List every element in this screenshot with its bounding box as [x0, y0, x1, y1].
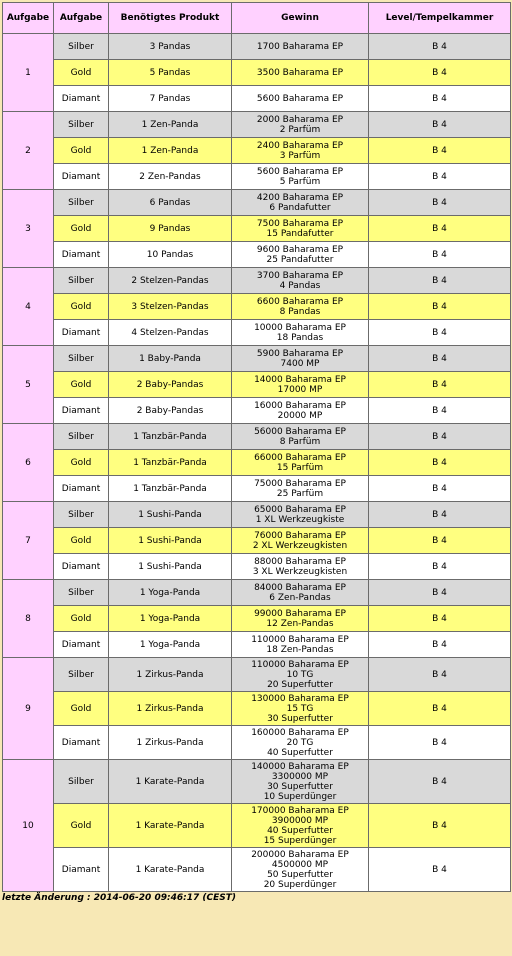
reward-cell [232, 632, 369, 658]
reward-line: 110000 Baharama EP [251, 634, 349, 645]
level-cell: B 4 [369, 346, 511, 372]
reward-line: 65000 Baharama EP [254, 504, 346, 515]
table-row [3, 398, 511, 424]
reward-cell [232, 502, 369, 528]
reward-line: 15 TG [286, 703, 314, 714]
table-row [3, 424, 511, 450]
tier-cell: Gold [54, 138, 109, 164]
reward-line: 2000 Baharama EP [256, 114, 344, 125]
reward-cell [232, 606, 369, 632]
reward-line: 30 Superfutter [267, 781, 333, 792]
reward-line: 1700 Baharama EP [256, 41, 344, 52]
level-cell: B 4 [369, 848, 511, 892]
reward-line: 7400 MP [280, 358, 320, 369]
table-row [3, 580, 511, 606]
reward-line: 2400 Baharama EP [256, 140, 344, 151]
task-number: 4 [3, 268, 54, 346]
product-cell: 7 Pandas [109, 86, 232, 112]
reward-line: 20000 MP [277, 410, 323, 421]
tier-cell: Diamant [54, 398, 109, 424]
reward-cell [232, 692, 369, 726]
reward-line: 20 TG [286, 737, 314, 748]
reward-line: 9600 Baharama EP [256, 244, 344, 255]
product-cell: 1 Tanzbär-Panda [109, 476, 232, 502]
product-cell: 2 Baby-Pandas [109, 372, 232, 398]
reward-cell [232, 580, 369, 606]
tier-cell: Gold [54, 804, 109, 848]
reward-cell [232, 528, 369, 554]
tier-cell: Gold [54, 60, 109, 86]
reward-cell [232, 86, 369, 112]
level-cell: B 4 [369, 242, 511, 268]
tier-cell: Silber [54, 760, 109, 804]
tier-cell: Silber [54, 112, 109, 138]
product-cell: 1 Baby-Panda [109, 346, 232, 372]
level-cell: B 4 [369, 760, 511, 804]
table-row [3, 804, 511, 848]
level-cell: B 4 [369, 450, 511, 476]
level-cell: B 4 [369, 692, 511, 726]
reward-line: 140000 Baharama EP [251, 761, 349, 772]
reward-line: 15 Superdünger [263, 835, 337, 846]
reward-cell [232, 398, 369, 424]
reward-line: 3300000 MP [271, 771, 329, 782]
product-cell: 1 Zirkus-Panda [109, 692, 232, 726]
tier-cell: Gold [54, 692, 109, 726]
table-row [3, 138, 511, 164]
reward-cell [232, 34, 369, 60]
reward-line: 3500 Baharama EP [256, 67, 344, 78]
header-aufgabe-tier: Aufgabe [54, 3, 109, 34]
level-cell: B 4 [369, 372, 511, 398]
level-cell: B 4 [369, 726, 511, 760]
reward-line: 3 XL Werkzeugkisten [252, 566, 348, 577]
table-row [3, 554, 511, 580]
table-row [3, 726, 511, 760]
product-cell: 5 Pandas [109, 60, 232, 86]
level-cell: B 4 [369, 164, 511, 190]
reward-line: 50 Superfutter [267, 869, 333, 880]
task-number: 7 [3, 502, 54, 580]
level-cell: B 4 [369, 658, 511, 692]
reward-line: 3900000 MP [271, 815, 329, 826]
reward-cell [232, 294, 369, 320]
tier-cell: Diamant [54, 554, 109, 580]
product-cell: 1 Sushi-Panda [109, 528, 232, 554]
reward-line: 99000 Baharama EP [254, 608, 346, 619]
reward-cell [232, 450, 369, 476]
table-body [3, 34, 511, 892]
table-row [3, 164, 511, 190]
level-cell: B 4 [369, 190, 511, 216]
reward-cell [232, 216, 369, 242]
product-cell: 1 Yoga-Panda [109, 606, 232, 632]
product-cell: 1 Zen-Panda [109, 112, 232, 138]
product-cell: 2 Zen-Pandas [109, 164, 232, 190]
task-number: 10 [3, 760, 54, 892]
reward-line: 20 Superdünger [263, 879, 337, 890]
tier-cell: Silber [54, 346, 109, 372]
product-cell: 2 Stelzen-Pandas [109, 268, 232, 294]
table-row [3, 848, 511, 892]
tier-cell: Diamant [54, 726, 109, 760]
tier-cell: Silber [54, 658, 109, 692]
product-cell: 4 Stelzen-Pandas [109, 320, 232, 346]
level-cell: B 4 [369, 398, 511, 424]
tier-cell: Diamant [54, 848, 109, 892]
table-row [3, 34, 511, 60]
tier-cell: Gold [54, 528, 109, 554]
reward-line: 18 Zen-Pandas [266, 644, 334, 655]
product-cell: 10 Pandas [109, 242, 232, 268]
reward-cell [232, 372, 369, 398]
level-cell: B 4 [369, 424, 511, 450]
tier-cell: Diamant [54, 164, 109, 190]
level-cell: B 4 [369, 34, 511, 60]
reward-line: 6 Pandafutter [269, 202, 331, 213]
reward-line: 5600 Baharama EP [256, 93, 344, 104]
tier-cell: Silber [54, 34, 109, 60]
task-number: 2 [3, 112, 54, 190]
reward-line: 3700 Baharama EP [256, 270, 344, 281]
reward-line: 76000 Baharama EP [254, 530, 346, 541]
reward-line: 5900 Baharama EP [256, 348, 344, 359]
reward-line: 3 Parfüm [279, 150, 321, 161]
table-row [3, 346, 511, 372]
reward-cell [232, 476, 369, 502]
table-row [3, 190, 511, 216]
product-cell: 1 Karate-Panda [109, 848, 232, 892]
tier-cell: Gold [54, 294, 109, 320]
table-header-row [3, 3, 511, 34]
header-product: Benötigtes Produkt [109, 3, 232, 34]
reward-cell [232, 346, 369, 372]
reward-line: 88000 Baharama EP [254, 556, 346, 567]
reward-line: 8 Pandas [279, 306, 321, 317]
level-cell: B 4 [369, 112, 511, 138]
product-cell: 1 Zirkus-Panda [109, 658, 232, 692]
reward-line: 4200 Baharama EP [256, 192, 344, 203]
product-cell: 1 Yoga-Panda [109, 580, 232, 606]
tier-cell: Diamant [54, 476, 109, 502]
reward-cell [232, 726, 369, 760]
tier-cell: Silber [54, 268, 109, 294]
reward-cell [232, 320, 369, 346]
reward-line: 16000 Baharama EP [254, 400, 346, 411]
product-cell: 1 Zen-Panda [109, 138, 232, 164]
product-cell: 2 Baby-Pandas [109, 398, 232, 424]
level-cell: B 4 [369, 528, 511, 554]
tier-cell: Gold [54, 606, 109, 632]
reward-line: 2 XL Werkzeugkisten [252, 540, 348, 551]
task-number: 9 [3, 658, 54, 760]
table-row [3, 502, 511, 528]
reward-line: 130000 Baharama EP [251, 693, 349, 704]
product-cell: 9 Pandas [109, 216, 232, 242]
header-aufgabe-number: Aufgabe [3, 3, 54, 34]
table-row [3, 528, 511, 554]
header-level: Level/Tempelkammer [369, 3, 511, 34]
reward-line: 15 Pandafutter [266, 228, 334, 239]
last-modified-note: letzte Änderung : 2014-06-20 09:46:17 (CEST) [2, 893, 236, 903]
reward-line: 200000 Baharama EP [251, 849, 349, 860]
table-row [3, 268, 511, 294]
reward-line: 66000 Baharama EP [254, 452, 346, 463]
reward-cell [232, 138, 369, 164]
reward-line: 110000 Baharama EP [251, 659, 349, 670]
tier-cell: Silber [54, 580, 109, 606]
reward-line: 160000 Baharama EP [251, 727, 349, 738]
reward-line: 7500 Baharama EP [256, 218, 344, 229]
table-row [3, 658, 511, 692]
level-cell: B 4 [369, 268, 511, 294]
level-cell: B 4 [369, 580, 511, 606]
reward-line: 17000 MP [277, 384, 323, 395]
level-cell: B 4 [369, 294, 511, 320]
product-cell: 1 Tanzbär-Panda [109, 450, 232, 476]
product-cell: 1 Yoga-Panda [109, 632, 232, 658]
product-cell: 6 Pandas [109, 190, 232, 216]
product-cell: 1 Sushi-Panda [109, 554, 232, 580]
reward-line: 75000 Baharama EP [254, 478, 346, 489]
level-cell: B 4 [369, 502, 511, 528]
product-cell: 1 Sushi-Panda [109, 502, 232, 528]
level-cell: B 4 [369, 632, 511, 658]
reward-cell [232, 848, 369, 892]
reward-line: 25 Parfüm [276, 488, 324, 499]
reward-line: 15 Parfüm [276, 462, 324, 473]
table-row [3, 692, 511, 726]
level-cell: B 4 [369, 138, 511, 164]
tier-cell: Silber [54, 424, 109, 450]
table-row [3, 86, 511, 112]
reward-cell [232, 804, 369, 848]
reward-line: 84000 Baharama EP [254, 582, 346, 593]
reward-line: 25 Pandafutter [266, 254, 334, 265]
reward-line: 12 Zen-Pandas [266, 618, 334, 629]
product-cell: 1 Karate-Panda [109, 760, 232, 804]
reward-line: 170000 Baharama EP [251, 805, 349, 816]
product-cell: 1 Karate-Panda [109, 804, 232, 848]
table-row [3, 112, 511, 138]
table-row [3, 606, 511, 632]
table-row [3, 760, 511, 804]
product-cell: 1 Zirkus-Panda [109, 726, 232, 760]
tier-cell: Silber [54, 502, 109, 528]
level-cell: B 4 [369, 86, 511, 112]
reward-line: 18 Pandas [276, 332, 324, 343]
product-cell: 1 Tanzbär-Panda [109, 424, 232, 450]
reward-line: 4500000 MP [271, 859, 329, 870]
tier-cell: Gold [54, 450, 109, 476]
reward-line: 2 Parfüm [279, 124, 321, 135]
table-row [3, 294, 511, 320]
reward-cell [232, 658, 369, 692]
reward-cell [232, 268, 369, 294]
level-cell: B 4 [369, 554, 511, 580]
reward-line: 10 TG [286, 669, 314, 680]
level-cell: B 4 [369, 476, 511, 502]
tier-cell: Silber [54, 190, 109, 216]
table-row [3, 216, 511, 242]
header-reward: Gewinn [232, 3, 369, 34]
table-row [3, 372, 511, 398]
tier-cell: Diamant [54, 86, 109, 112]
tier-cell: Diamant [54, 242, 109, 268]
reward-cell [232, 190, 369, 216]
product-cell: 3 Stelzen-Pandas [109, 294, 232, 320]
reward-line: 5600 Baharama EP [256, 166, 344, 177]
reward-line: 8 Parfüm [279, 436, 321, 447]
table-row [3, 476, 511, 502]
reward-line: 4 Pandas [279, 280, 321, 291]
reward-line: 20 Superfutter [267, 679, 333, 690]
level-cell: B 4 [369, 804, 511, 848]
reward-line: 10 Superdünger [263, 791, 337, 802]
reward-line: 56000 Baharama EP [254, 426, 346, 437]
table-row [3, 632, 511, 658]
reward-line: 10000 Baharama EP [254, 322, 346, 333]
reward-line: 1 XL Werkzeugkiste [255, 514, 345, 525]
reward-cell [232, 60, 369, 86]
reward-cell [232, 554, 369, 580]
level-cell: B 4 [369, 216, 511, 242]
table-row [3, 242, 511, 268]
reward-cell [232, 242, 369, 268]
reward-line: 6 Zen-Pandas [269, 592, 331, 603]
tier-cell: Gold [54, 216, 109, 242]
table-row [3, 450, 511, 476]
reward-line: 14000 Baharama EP [254, 374, 346, 385]
level-cell: B 4 [369, 60, 511, 86]
tier-cell: Diamant [54, 320, 109, 346]
reward-cell [232, 424, 369, 450]
reward-line: 30 Superfutter [267, 713, 333, 724]
tier-cell: Diamant [54, 632, 109, 658]
level-cell: B 4 [369, 320, 511, 346]
task-number: 8 [3, 580, 54, 658]
reward-line: 5 Parfüm [279, 176, 321, 187]
product-cell: 3 Pandas [109, 34, 232, 60]
reward-line: 40 Superfutter [267, 825, 333, 836]
table-row [3, 320, 511, 346]
reward-line: 40 Superfutter [267, 747, 333, 758]
quest-table [2, 2, 511, 892]
reward-cell [232, 760, 369, 804]
task-number: 6 [3, 424, 54, 502]
tier-cell: Gold [54, 372, 109, 398]
task-number: 1 [3, 34, 54, 112]
table-row [3, 60, 511, 86]
task-number: 3 [3, 190, 54, 268]
reward-line: 6600 Baharama EP [256, 296, 344, 307]
reward-cell [232, 164, 369, 190]
level-cell: B 4 [369, 606, 511, 632]
reward-cell [232, 112, 369, 138]
task-number: 5 [3, 346, 54, 424]
